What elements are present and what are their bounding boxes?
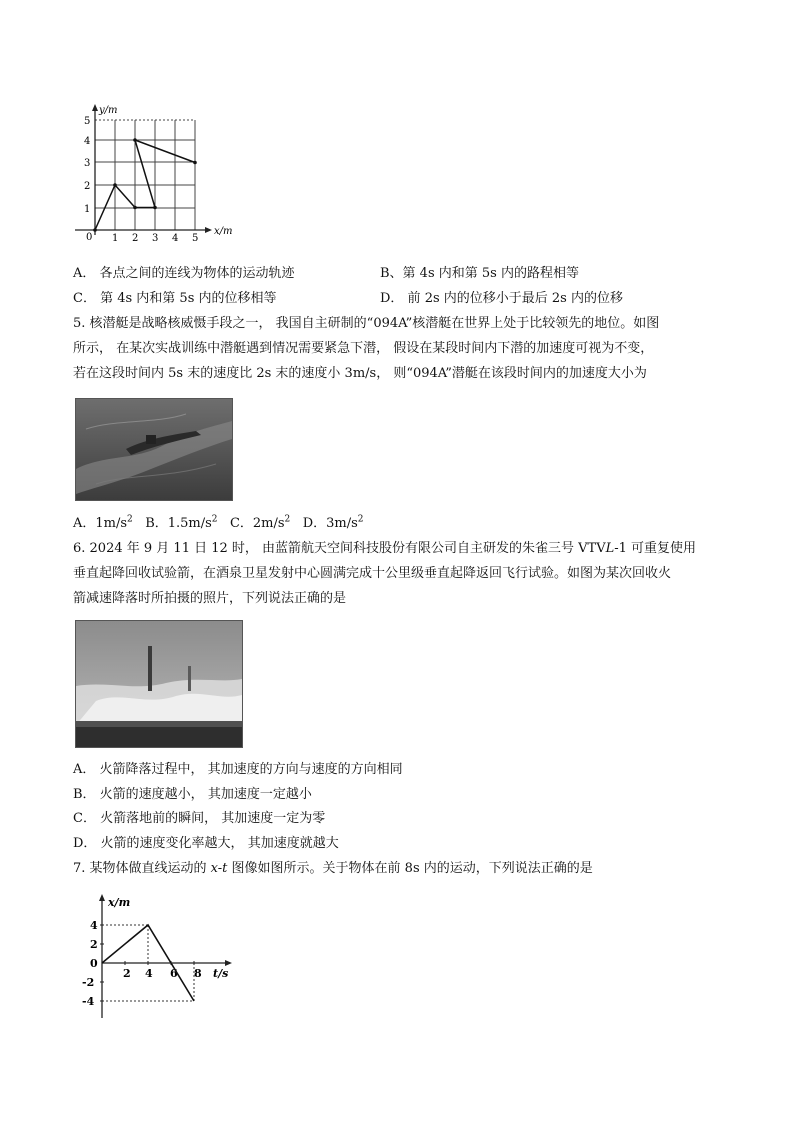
q6-stem-line: 垂直起降回收试验箭，在酒泉卫星发射中心圆满完成十公里级垂直起降返回飞行试验。如图为某次回收火 bbox=[73, 566, 672, 581]
q6-option-a[interactable]: A． 火箭降落过程中， 其加速度的方向与速度的方向相同 bbox=[73, 762, 403, 777]
graph1-x-tick: 2 bbox=[132, 233, 139, 244]
graph2-x-tick: 6 bbox=[170, 967, 178, 980]
q4-option-a[interactable]: A． 各点之间的连线为物体的运动轨迹 bbox=[73, 266, 295, 281]
q5-options bbox=[73, 516, 364, 532]
graph1-x-arrow bbox=[205, 227, 212, 233]
graph2-y-arrow bbox=[99, 894, 105, 901]
q5-option-a[interactable]: A．$1m/s^2$ bbox=[73, 514, 133, 531]
q6-option-d[interactable]: D． 火箭的速度变化率越大， 其加速度就越大 bbox=[73, 836, 339, 851]
q5-stem-line: 若在这段时间内 5s 末的速度比 2s 末的速度小 3m/s， 则“094A”潜艇在该段时间内的加速度大小为 bbox=[73, 366, 647, 381]
q6-option-b[interactable]: B． 火箭的速度越小， 其加速度一定越小 bbox=[73, 787, 312, 802]
graph1-x-tick: 3 bbox=[152, 233, 159, 244]
graph2-y-label: x/m bbox=[108, 896, 131, 909]
graph1-point bbox=[193, 161, 197, 165]
graph2-y-tick: -4 bbox=[82, 995, 95, 1008]
rocket-photo bbox=[75, 620, 243, 748]
graph1-y-arrow bbox=[92, 104, 98, 111]
graph2-x-tick: 4 bbox=[145, 967, 153, 980]
trajectory-graph bbox=[70, 100, 240, 245]
q5-stem-line: 5. 核潜艇是战略核威慑手段之一， 我国自主研制的“094A”核潜艇在世界上处于比较领先的地位。如图 bbox=[73, 316, 660, 331]
graph2-y-tick: 4 bbox=[90, 919, 98, 932]
graph1-y-tick: 1 bbox=[84, 204, 91, 215]
q4-option-b[interactable]: B、第 4s 内和第 5s 内的路程相等 bbox=[380, 266, 579, 281]
graph2-x-tick: 2 bbox=[123, 967, 131, 980]
graph1-x-label: x/m bbox=[214, 226, 233, 237]
submarine-photo bbox=[75, 398, 233, 501]
q4-option-c[interactable]: C． 第 4s 内和第 5s 内的位移相等 bbox=[73, 291, 277, 306]
graph1-x-tick: 4 bbox=[172, 233, 179, 244]
graph1-point bbox=[113, 183, 117, 187]
graph1-point bbox=[153, 206, 157, 210]
q7-stem-line: 7. 某物体做直线运动的 x-t 图像如图所示。关于物体在前 8s 内的运动，下列说法正确的是 bbox=[73, 861, 593, 876]
graph2-y-tick: -2 bbox=[82, 976, 95, 989]
graph1-y-label: y/m bbox=[99, 105, 118, 116]
graph2-x-arrow bbox=[225, 960, 232, 966]
xt-graph bbox=[78, 890, 238, 1025]
graph1-point bbox=[93, 228, 97, 232]
q4-option-d[interactable]: D． 前 2s 内的位移小于最后 2s 内的位移 bbox=[380, 291, 623, 306]
graph1-x-tick: 1 bbox=[112, 233, 119, 244]
q5-option-b[interactable]: B．$1.5m/s^2$ bbox=[145, 514, 218, 531]
graph1-x-tick: 5 bbox=[192, 233, 199, 244]
graph1-point bbox=[133, 206, 137, 210]
graph1-point bbox=[133, 138, 137, 142]
graph1-y-tick: 2 bbox=[84, 181, 91, 192]
graph1-y-tick: 4 bbox=[84, 136, 91, 147]
graph1-y-tick: 5 bbox=[84, 116, 91, 127]
graph2-x-label: t/s bbox=[213, 967, 229, 980]
graph2-x-tick: 8 bbox=[194, 967, 202, 980]
graph1-y-tick: 3 bbox=[84, 158, 91, 169]
q5-option-d[interactable]: D．$3m/s^2$ bbox=[302, 514, 364, 531]
q5-stem-line: 所示， 在某次实战训练中潜艇遇到情况需要紧急下潜， 假设在某段时间内下潜的加速度可视为不变， bbox=[73, 341, 654, 356]
graph2-y-tick: 0 bbox=[90, 957, 98, 970]
graph1-origin: 0 bbox=[86, 232, 93, 243]
q5-option-c[interactable]: C．$2m/s^2$ bbox=[229, 514, 291, 531]
graph2-y-tick: 2 bbox=[90, 938, 98, 951]
q6-stem-line: 箭减速降落时所拍摄的照片，下列说法正确的是 bbox=[73, 591, 347, 606]
q6-option-c[interactable]: C． 火箭落地前的瞬间， 其加速度一定为零 bbox=[73, 811, 326, 826]
q6-stem-line: 6. 2024 年 9 月 11 日 12 时， 由蓝箭航天空间科技股份有限公司自主研发的朱雀三号 VTVL-1 可重复使用 bbox=[73, 541, 697, 556]
